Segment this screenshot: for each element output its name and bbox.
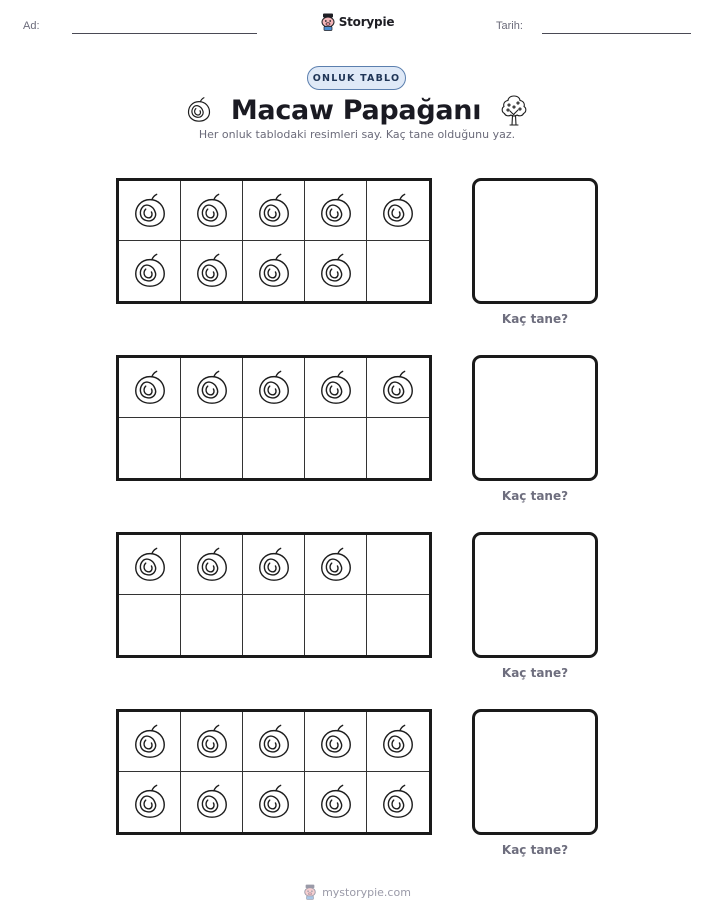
ten-frame-cell [243, 772, 305, 832]
plum-icon [317, 546, 355, 584]
ten-frame-cell [119, 772, 181, 832]
brand-name: Storypie [338, 15, 395, 29]
ten-frame-cell [243, 712, 305, 772]
plum-icon [131, 783, 169, 821]
ten-frame-cell [367, 418, 429, 478]
plum-icon [317, 192, 355, 230]
plum-icon [185, 96, 213, 124]
plum-icon [131, 546, 169, 584]
ten-frame-cell [181, 358, 243, 418]
ten-frame-4 [116, 709, 432, 835]
plum-icon [131, 192, 169, 230]
answer-box-1[interactable] [472, 178, 598, 304]
page-title: Macaw Papağanı [230, 94, 482, 126]
ten-frame-cell [305, 772, 367, 832]
ten-frame-cell [181, 595, 243, 655]
plum-icon [317, 369, 355, 407]
plum-icon [255, 369, 293, 407]
ten-frame-cell [243, 241, 305, 301]
ten-frame-cell [119, 712, 181, 772]
plum-icon [255, 192, 293, 230]
plum-icon [193, 783, 231, 821]
answer-box-4[interactable] [472, 709, 598, 835]
plum-icon [193, 192, 231, 230]
ten-frame-cell [305, 418, 367, 478]
plum-icon [379, 192, 417, 230]
ten-frame-cell [243, 595, 305, 655]
ten-frame-cell [119, 241, 181, 301]
ten-frame-cell [243, 535, 305, 595]
ten-frame-cell [119, 535, 181, 595]
plum-icon [193, 723, 231, 761]
ten-frame-cell [305, 358, 367, 418]
pig-mascot-icon [303, 884, 317, 900]
plum-icon [131, 369, 169, 407]
plum-icon [317, 783, 355, 821]
plum-icon [255, 723, 293, 761]
ten-frame-cell [305, 535, 367, 595]
ten-frame-2 [116, 355, 432, 481]
ten-frame-cell [119, 418, 181, 478]
ten-frame-cell [119, 358, 181, 418]
plum-icon [317, 723, 355, 761]
ten-frame-cell [181, 535, 243, 595]
plum-icon [255, 546, 293, 584]
ten-frame-cell [181, 418, 243, 478]
ten-frame-cell [367, 358, 429, 418]
category-badge [307, 66, 406, 90]
ten-frame-cell [367, 712, 429, 772]
ten-frame-cell [181, 712, 243, 772]
answer-prompt-2: Kaç tane? [501, 489, 569, 503]
plum-icon [131, 252, 169, 290]
plum-icon [379, 369, 417, 407]
plum-icon [317, 252, 355, 290]
plum-icon [379, 783, 417, 821]
date-label: Tarih: [496, 20, 523, 32]
plum-icon [131, 723, 169, 761]
ten-frame-cell [181, 181, 243, 241]
answer-box-3[interactable] [472, 532, 598, 658]
ten-frame-cell [367, 535, 429, 595]
ten-frame-cell [367, 241, 429, 301]
ten-frame-cell [367, 181, 429, 241]
plum-icon [193, 369, 231, 407]
category-badge-label: ONLUK TABLO [312, 72, 401, 84]
footer-url: mystorypie.com [322, 885, 411, 899]
name-line [72, 33, 257, 34]
ten-frame-cell [243, 418, 305, 478]
answer-prompt-3: Kaç tane? [501, 666, 569, 680]
date-line [542, 33, 691, 34]
ten-frame-cell [119, 595, 181, 655]
ten-frame-cell [119, 181, 181, 241]
ten-frame-cell [181, 772, 243, 832]
plum-icon [255, 783, 293, 821]
ten-frame-cell [243, 181, 305, 241]
ten-frame-cell [243, 358, 305, 418]
plum-icon [379, 723, 417, 761]
ten-frame-cell [305, 712, 367, 772]
ten-frame-cell [367, 595, 429, 655]
ten-frame-1 [116, 178, 432, 304]
ten-frame-cell [305, 181, 367, 241]
plum-icon [193, 252, 231, 290]
pig-mascot-icon [320, 13, 336, 31]
name-label: Ad: [23, 20, 40, 32]
instructions: Her onluk tablodaki resimleri say. Kaç tane olduğunu yaz. [198, 128, 516, 141]
ten-frame-cell [181, 241, 243, 301]
answer-prompt-1: Kaç tane? [501, 312, 569, 326]
ten-frame-cell [367, 772, 429, 832]
brand-logo [0, 13, 714, 31]
answer-box-2[interactable] [472, 355, 598, 481]
ten-frame-cell [305, 595, 367, 655]
answer-prompt-4: Kaç tane? [501, 843, 569, 857]
tree-icon [499, 94, 529, 126]
title-row [0, 90, 714, 130]
ten-frame-3 [116, 532, 432, 658]
footer [0, 884, 714, 900]
plum-icon [193, 546, 231, 584]
ten-frame-cell [305, 241, 367, 301]
plum-icon [255, 252, 293, 290]
